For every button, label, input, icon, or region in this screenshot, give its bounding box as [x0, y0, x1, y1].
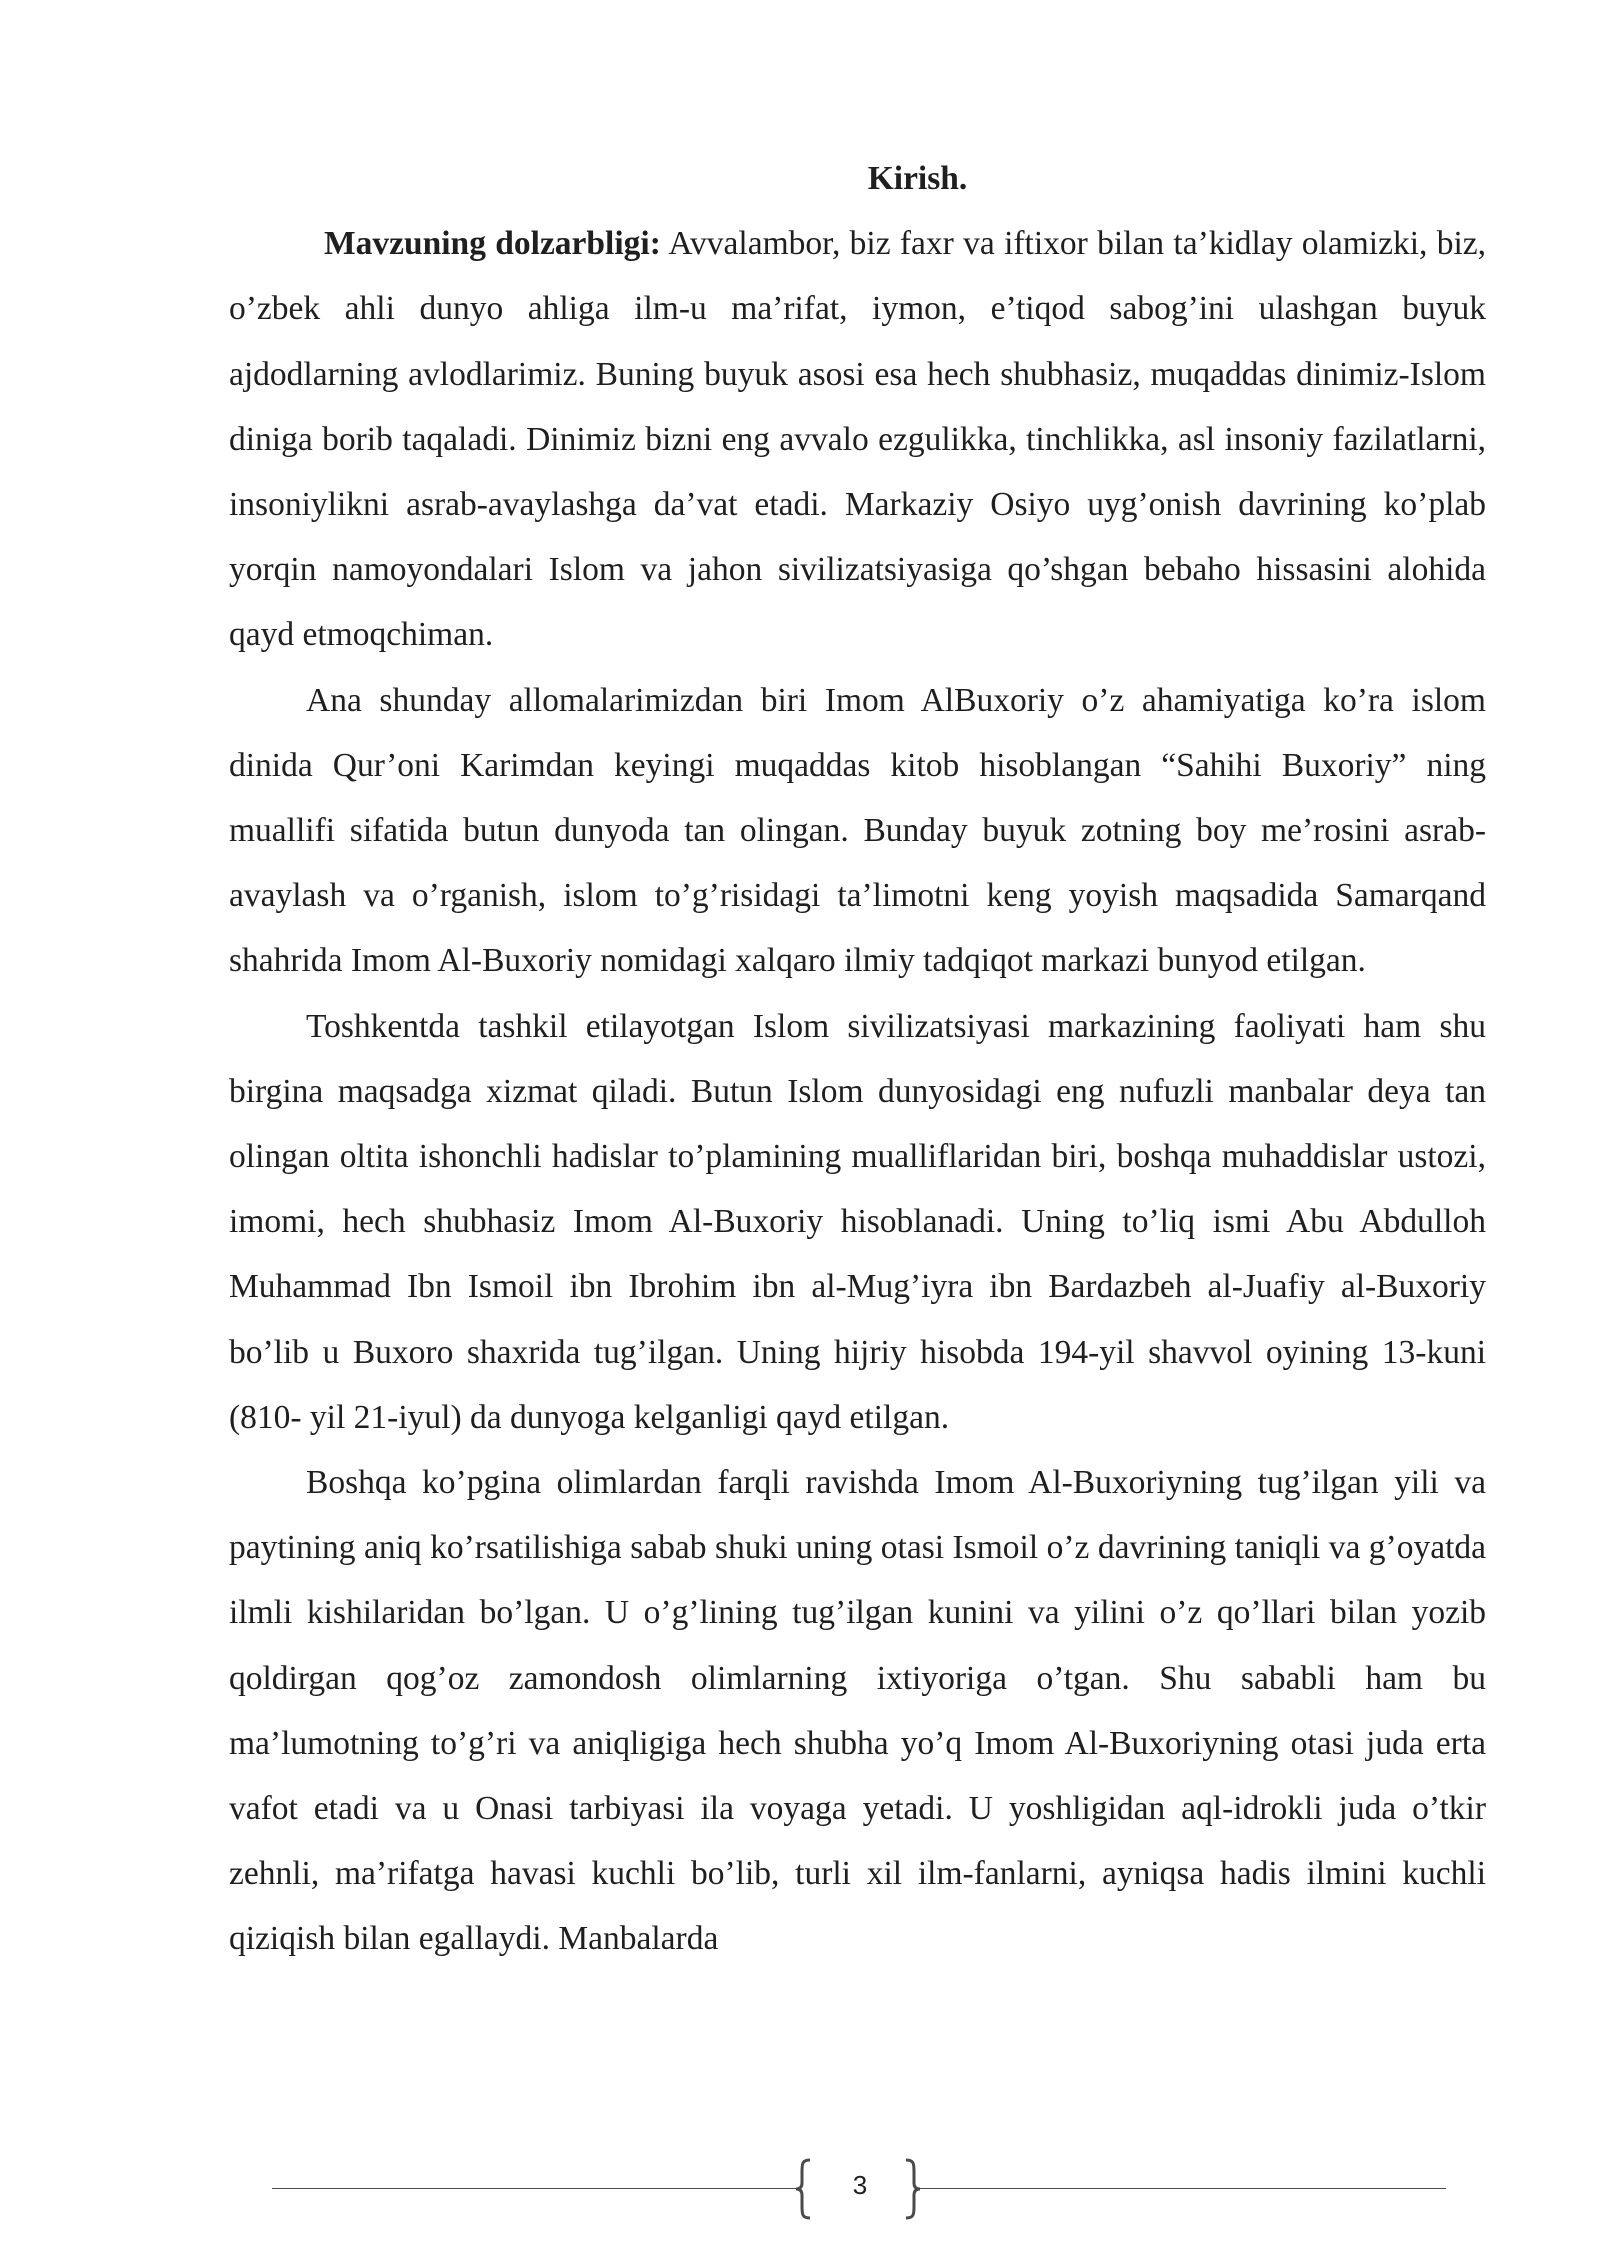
- intro-paragraph: [229, 211, 1486, 667]
- footer-rule-left: [272, 2188, 797, 2189]
- body-paragraph: Toshkentda tashkil etilayotgan Islom sivilizatsiyasi markazining faoliyati ham shu birgina maqsadga xizmat qiladi. Butun Islom dunyosidagi eng nufuzli manbalar deya tan olingan oltita ishonchli hadislar to’plamining mualliflaridan biri, boshqa muhaddislar ustozi, imomi, hech shubhasiz Imom Al-Buxoriy hisoblanadi. Uning to’liq ismi Abu Abdulloh Muhammad Ibn Ismoil ibn Ibrohim ibn al-Mug’iyra ibn Bardazbeh al-Juafiy al-Buxoriy bo’lib u Buxoro shaxrida tug’ilgan. Uning hijriy hisobda 194-yil shavvol oyining 13-kuni (810- yil 21-iyul) da dunyoga kelganligi qayd etilgan.: [229, 1007, 1486, 1436]
- left-bracket-icon: [794, 2158, 816, 2220]
- page-title: Kirish.: [867, 160, 968, 197]
- page-content: [229, 146, 1486, 1972]
- body-paragraph: Ana shunday allomalarimizdan biri Imom AlBuxoriy o’z ahamiyatiga ko’ra islom dinida Qur’oni Karimdan keyingi muqaddas kitob hisoblangan “Sahihi Buxoriy” ning muallifi sifatida butun dunyoda tan olingan. Bunday buyuk zotning boy me’rosini asrab-avaylash va o’rganish, islom to’g’risidagi ta’limotni keng yoyish maqsadida Samarqand shahrida Imom Al-Buxoriy nomidagi xalqaro ilmiy tadqiqot markazi bunyod etilgan.: [229, 681, 1486, 980]
- footer-rule-right: [920, 2188, 1446, 2189]
- right-bracket-icon: [900, 2158, 922, 2220]
- intro-text: Avvalambor, biz faxr va iftixor bilan ta’kidlay olamizki, biz, o’zbek ahli dunyo ahliga ilm-u ma’rifat, iymon, e’tiqod sabog’ini ulashgan buyuk ajdodlarning avlodlarimiz. Buning buyuk asosi esa hech shubhasiz, muqaddas dinimiz-Islom diniga borib taqaladi. Dinimiz bizni eng avvalo ezgulikka, tinchlikka, asl insoniy fazilatlarni, insoniylikni asrab-avaylashga da’vat etadi. Markaziy Osiyo uyg’onish davrining ko’plab yorqin namoyondalari Islom va jahon sivilizatsiyasiga qo’shgan bebaho hissasini alohida qayd etmoqchiman.: [229, 225, 1486, 654]
- body-paragraph: Boshqa ko’pgina olimlardan farqli ravishda Imom Al-Buxoriyning tug’ilgan yili va paytining aniq ko’rsatilishiga sabab shuki uning otasi Ismoil o’z davrining taniqli va g’oyatda ilmli kishilaridan bo’lgan. U o’g’lining tug’ilgan kunini va yilini o’z qo’llari bilan yozib qoldirgan qog’oz zamondosh olimlarning ixtiyoriga o’tgan. Shu sababli ham bu ma’lumotning to’g’ri va aniqligiga hech shubha yo’q Imom Al-Buxoriyning otasi juda erta vafot etadi va u Onasi tarbiyasi ila voyaga yetadi. U yoshligidan aql-idrokli juda o’tkir zehnli, ma’rifatga havasi kuchli bo’lib, turli xil ilm-fanlarni, ayniqsa hadis ilmini kuchli qiziqish bilan egallaydi. Manbalarda: [229, 1464, 1486, 1958]
- page-footer: [272, 2158, 1446, 2220]
- page-number: 3: [852, 2170, 868, 2200]
- intro-lead: Mavzuning dolzarbligi:: [324, 225, 661, 263]
